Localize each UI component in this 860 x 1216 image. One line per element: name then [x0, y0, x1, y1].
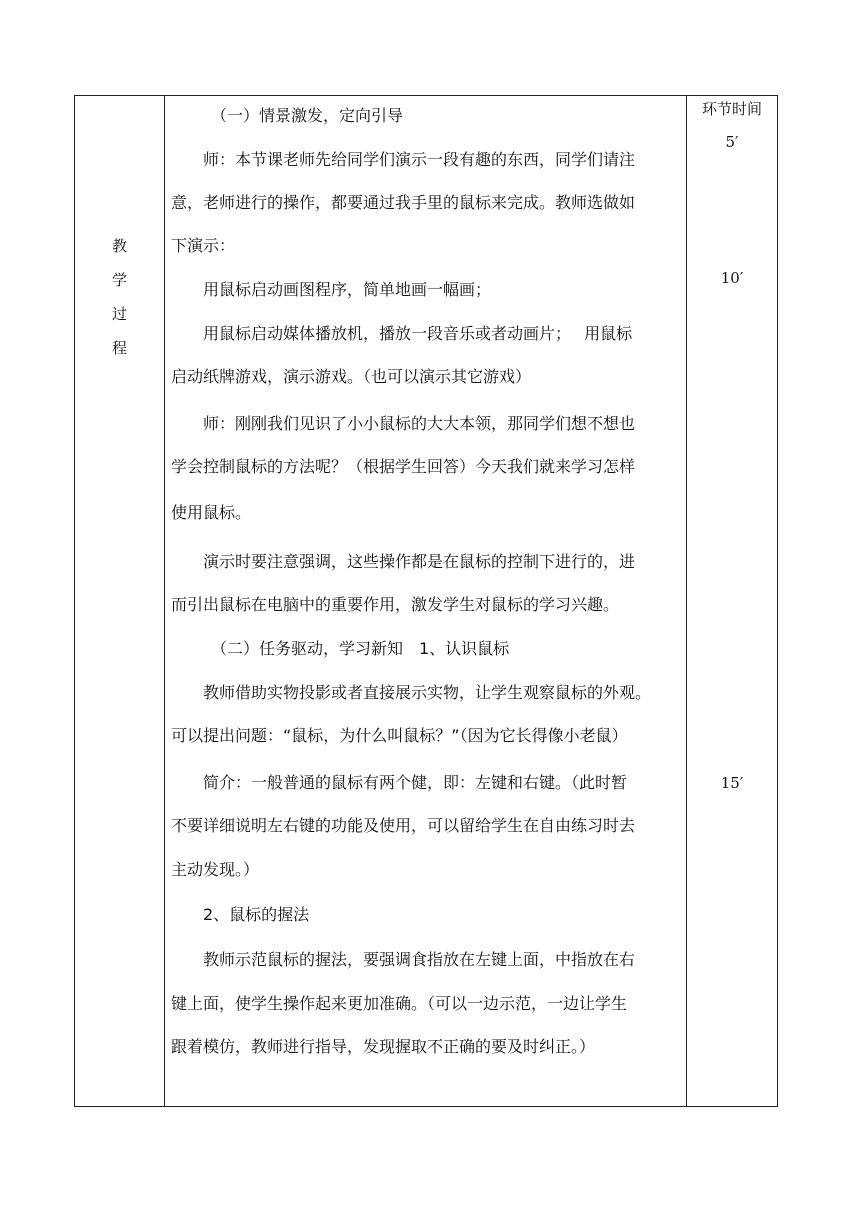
paragraph-line: 演示时要注意强调，这些操作都是在鼠标的控制下进行的，进 — [203, 552, 636, 571]
heading-scene-stimulation: （一）情景激发，定向引导 — [211, 106, 404, 125]
time-column — [686, 96, 778, 1106]
paragraph-line: 学会控制鼠标的方法呢？（根据学生回答）今天我们就来学习怎样 — [171, 457, 636, 476]
section-label-char: 过 — [111, 305, 127, 323]
paragraph-line: 而引出鼠标在电脑中的重要作用，激发学生对鼠标的学习兴趣。 — [171, 595, 620, 614]
paragraph-line: 不要详细说明左右键的功能及使用，可以留给学生在自由练习时去 — [171, 816, 636, 835]
section-label-char: 程 — [111, 339, 127, 357]
paragraph-line: 键上面，使学生操作起来更加准确。（可以一边示范，一边让学生 — [171, 994, 628, 1013]
section-label-teaching-process — [75, 229, 164, 365]
time-mark: 5′ — [725, 133, 739, 151]
paragraph-line: 意，老师进行的操作，都要通过我手里的鼠标来完成。教师选做如 — [171, 193, 636, 212]
time-mark: 15′ — [720, 774, 744, 792]
heading-task-driven: （二）任务驱动，学习新知 1、认识鼠标 — [211, 639, 510, 658]
paragraph-line: 跟着模仿，教师进行指导，发现握取不正确的要及时纠正。） — [171, 1037, 596, 1056]
time-mark: 10′ — [720, 269, 744, 287]
lesson-table — [74, 95, 778, 1107]
paragraph-line: 教师示范鼠标的握法，要强调食指放在左键上面，中指放在右 — [203, 950, 636, 969]
time-column-header: 环节时间 — [701, 100, 762, 118]
paragraph-line: 教师借助实物投影或者直接展示实物，让学生观察鼠标的外观。 — [203, 683, 652, 702]
paragraph-line: 师：刚刚我们见识了小小鼠标的大大本领，那同学们想不想也 — [203, 414, 636, 433]
paragraph-line: 简介：一般普通的鼠标有两个健，即：左键和右键。（此时暂 — [203, 773, 628, 792]
paragraph-line: 师：本节课老师先给同学们演示一段有趣的东西，同学们请注 — [203, 150, 636, 169]
paragraph-line: 用鼠标启动媒体播放机，播放一段音乐或者动画片； 用鼠标 — [203, 324, 633, 343]
paragraph-line: 启动纸牌游戏，演示游戏。（也可以演示其它游戏） — [171, 367, 532, 386]
paragraph-line: 下演示： — [171, 236, 236, 255]
column-divider-left — [164, 96, 165, 1106]
paragraph-line: 可以提出问题：“鼠标，为什么叫鼠标？”（因为它长得像小老鼠） — [171, 726, 628, 745]
section-label-char: 教 — [111, 237, 127, 255]
paragraph-line: 主动发现。） — [171, 860, 260, 879]
paragraph-line: 使用鼠标。 — [171, 503, 252, 522]
heading-mouse-grip: 2、鼠标的握法 — [203, 905, 310, 924]
paragraph-line: 用鼠标启动画图程序，简单地画一幅画； — [203, 280, 492, 299]
section-label-char: 学 — [111, 271, 127, 289]
